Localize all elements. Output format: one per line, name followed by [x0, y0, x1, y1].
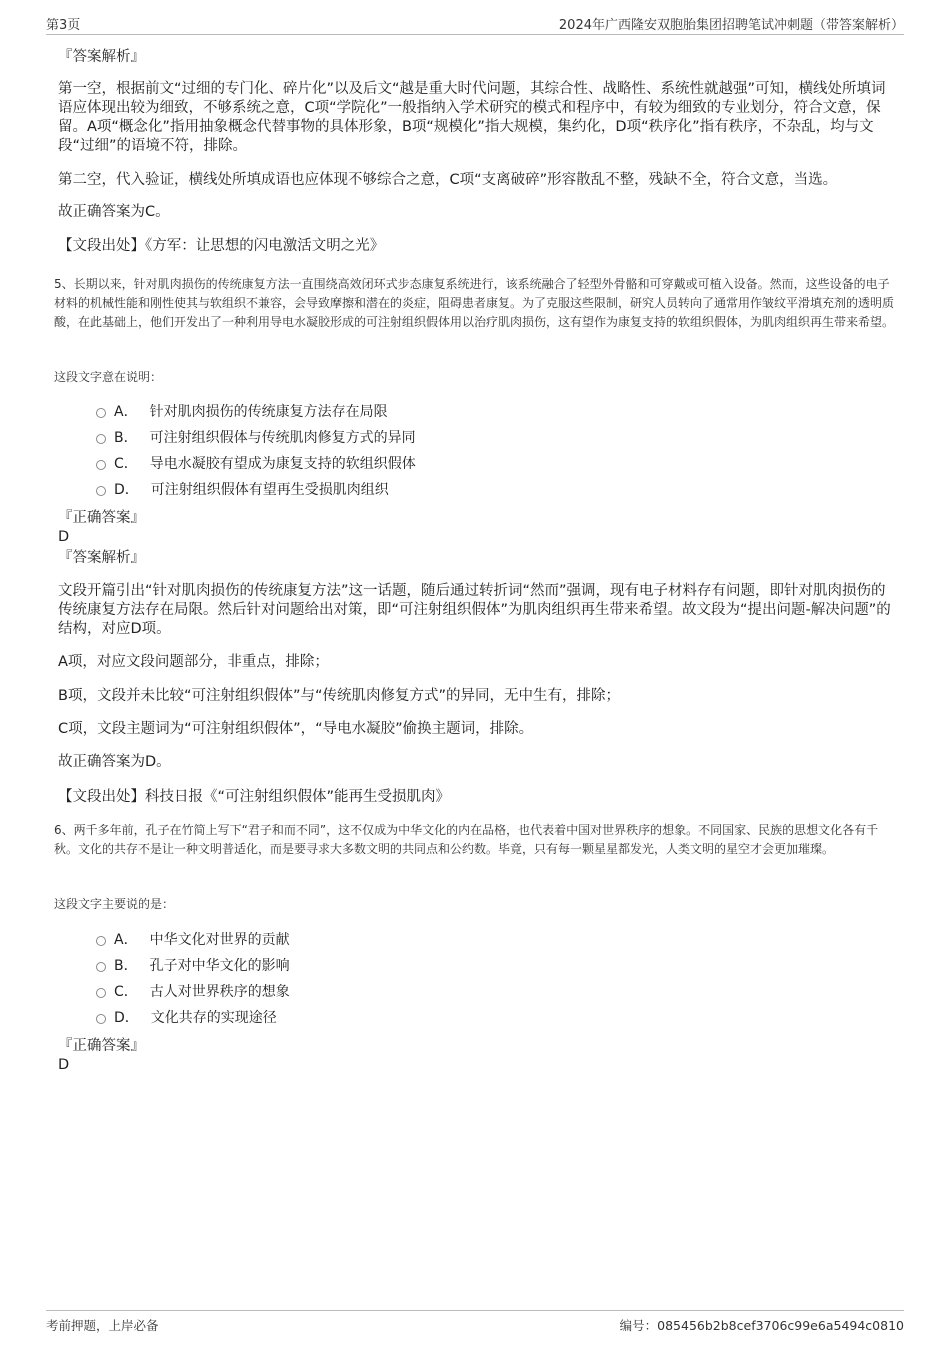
q6-option-b[interactable]: B． 孔子对中华文化的影响 [96, 956, 856, 976]
radio-icon[interactable] [96, 434, 106, 444]
q4-analysis-p3: 故正确答案为C。 [58, 204, 170, 220]
q5-analysis-p5: 故正确答案为D。 [58, 754, 171, 770]
q5-option-c[interactable]: C． 导电水凝胶有望成为康复支持的软组织假体 [96, 454, 856, 474]
q5-analysis-label: 『答案解析』 [58, 550, 145, 566]
radio-icon[interactable] [96, 988, 106, 998]
q5-option-a[interactable]: A． 针对肌肉损伤的传统康复方法存在局限 [96, 402, 856, 422]
q5-analysis-p1: 文段开篇引出“针对肌肉损伤的传统康复方法”这一话题，随后通过转折词“然而”强调，现有电子材料存有问题，即针对肌肉损伤的传统康复方法存在局限。然后针对问题给出对策，即“可注射组织假体”为肌肉组织再生带来希望。故文段为“提出问题-解决问题”的结构，对应D项。 [58, 583, 891, 637]
radio-icon[interactable] [96, 408, 106, 418]
radio-icon[interactable] [96, 936, 106, 946]
q6-stem: 6、两千多年前，孔子在竹简上写下“君子和而不同”，这不仅成为中华文化的内在品格，也代表着中国对世界秩序的想象。不同国家、民族的思想文化各有千秋。文化的共存不是让一种文明普适化，而是要寻求大多数文明的共同点和公约数。毕竟，只有每一颗星星都发光，人类文明的星空才会更加璀璨。 [54, 823, 879, 856]
q6-option-d[interactable]: D． 文化共存的实现途径 [96, 1008, 856, 1028]
q6-answer: D [58, 1057, 70, 1073]
q5-stem: 5、长期以来，针对肌肉损伤的传统康复方法一直围绕高效闭环式步态康复系统进行，该系统融合了轻型外骨骼和可穿戴或可植入设备。然而，这些设备的电子材料的机械性能和刚性使其与软组织不兼容，会导致摩擦和潜在的炎症，阻碍患者康复。为了克服这些限制，研究人员转向了通常用作皱纹平滑填充剂的透明质酸，在此基础上，他们开发出了一种利用导电水凝胶形成的可注射组织假体用以治疗肌肉损伤，这有望作为康复支持的软组织假体，为肌肉组织再生带来希望。 [54, 277, 895, 329]
q4-analysis-p2: 第二空，代入验证，横线处所填成语也应体现不够综合之意，C项“支离破碎”形容散乱不整，残缺不全，符合文意，当选。 [58, 172, 838, 188]
q5-analysis-p4: C项，文段主题词为“可注射组织假体”，“导电水凝胶”偷换主题词，排除。 [58, 721, 534, 737]
radio-icon[interactable] [96, 486, 106, 496]
q6-option-a[interactable]: A． 中华文化对世界的贡献 [96, 930, 856, 950]
q4-analysis-p1: 第一空，根据前文“过细的专门化、碎片化”以及后文“越是重大时代问题，其综合性、战略性、系统性就越强”可知，横线处所填词语应体现出较为细致，不够系统之意，C项“学院化”一般指纳入学术研究的模式和程序中，有较为细致的专业划分，符合文意，保留。A项“概念化”指用抽象概念代替事物的具体形象，B项“规模化”指大规模，集约化，D项“秩序化”指有秩序，不杂乱，均与文段“过细”的语境不符，排除。 [58, 81, 886, 154]
page-number: 第3页 [46, 18, 81, 33]
q4-source: 【文段出处】《方军：让思想的闪电激活文明之光》 [58, 238, 385, 254]
q5-option-b[interactable]: B． 可注射组织假体与传统肌肉修复方式的异同 [96, 428, 856, 448]
q5-option-d[interactable]: D． 可注射组织假体有望再生受损肌肉组织 [96, 480, 856, 500]
radio-icon[interactable] [96, 962, 106, 972]
page-footer [46, 1310, 904, 1335]
q5-analysis-p2: A项，对应文段问题部分，非重点，排除； [58, 654, 329, 670]
document-id: 编号：085456b2b8cef3706c99e6a5494c0810 [619, 1318, 904, 1333]
q6-question: 这段文字主要说的是： [54, 897, 175, 911]
radio-icon[interactable] [96, 460, 106, 470]
q5-answer: D [58, 529, 70, 545]
q6-answer-label: 『正确答案』 [58, 1038, 145, 1054]
document-title: 2024年广西隆安双胞胎集团招聘笔试冲刺题（带答案解析） [558, 18, 904, 33]
footer-slogan: 考前押题，上岸必备 [46, 1318, 159, 1333]
q5-question: 这段文字意在说明： [54, 370, 163, 384]
q4-analysis-label: 『答案解析』 [58, 49, 145, 65]
q5-source: 【文段出处】科技日报《“可注射组织假体”能再生受损肌肉》 [58, 789, 451, 805]
radio-icon[interactable] [96, 1014, 106, 1024]
q6-option-c[interactable]: C． 古人对世界秩序的想象 [96, 982, 856, 1002]
q5-answer-label: 『正确答案』 [58, 510, 145, 526]
q5-analysis-p3: B项，文段并未比较“可注射组织假体”与“传统肌肉修复方式”的异同，无中生有，排除； [58, 688, 620, 704]
